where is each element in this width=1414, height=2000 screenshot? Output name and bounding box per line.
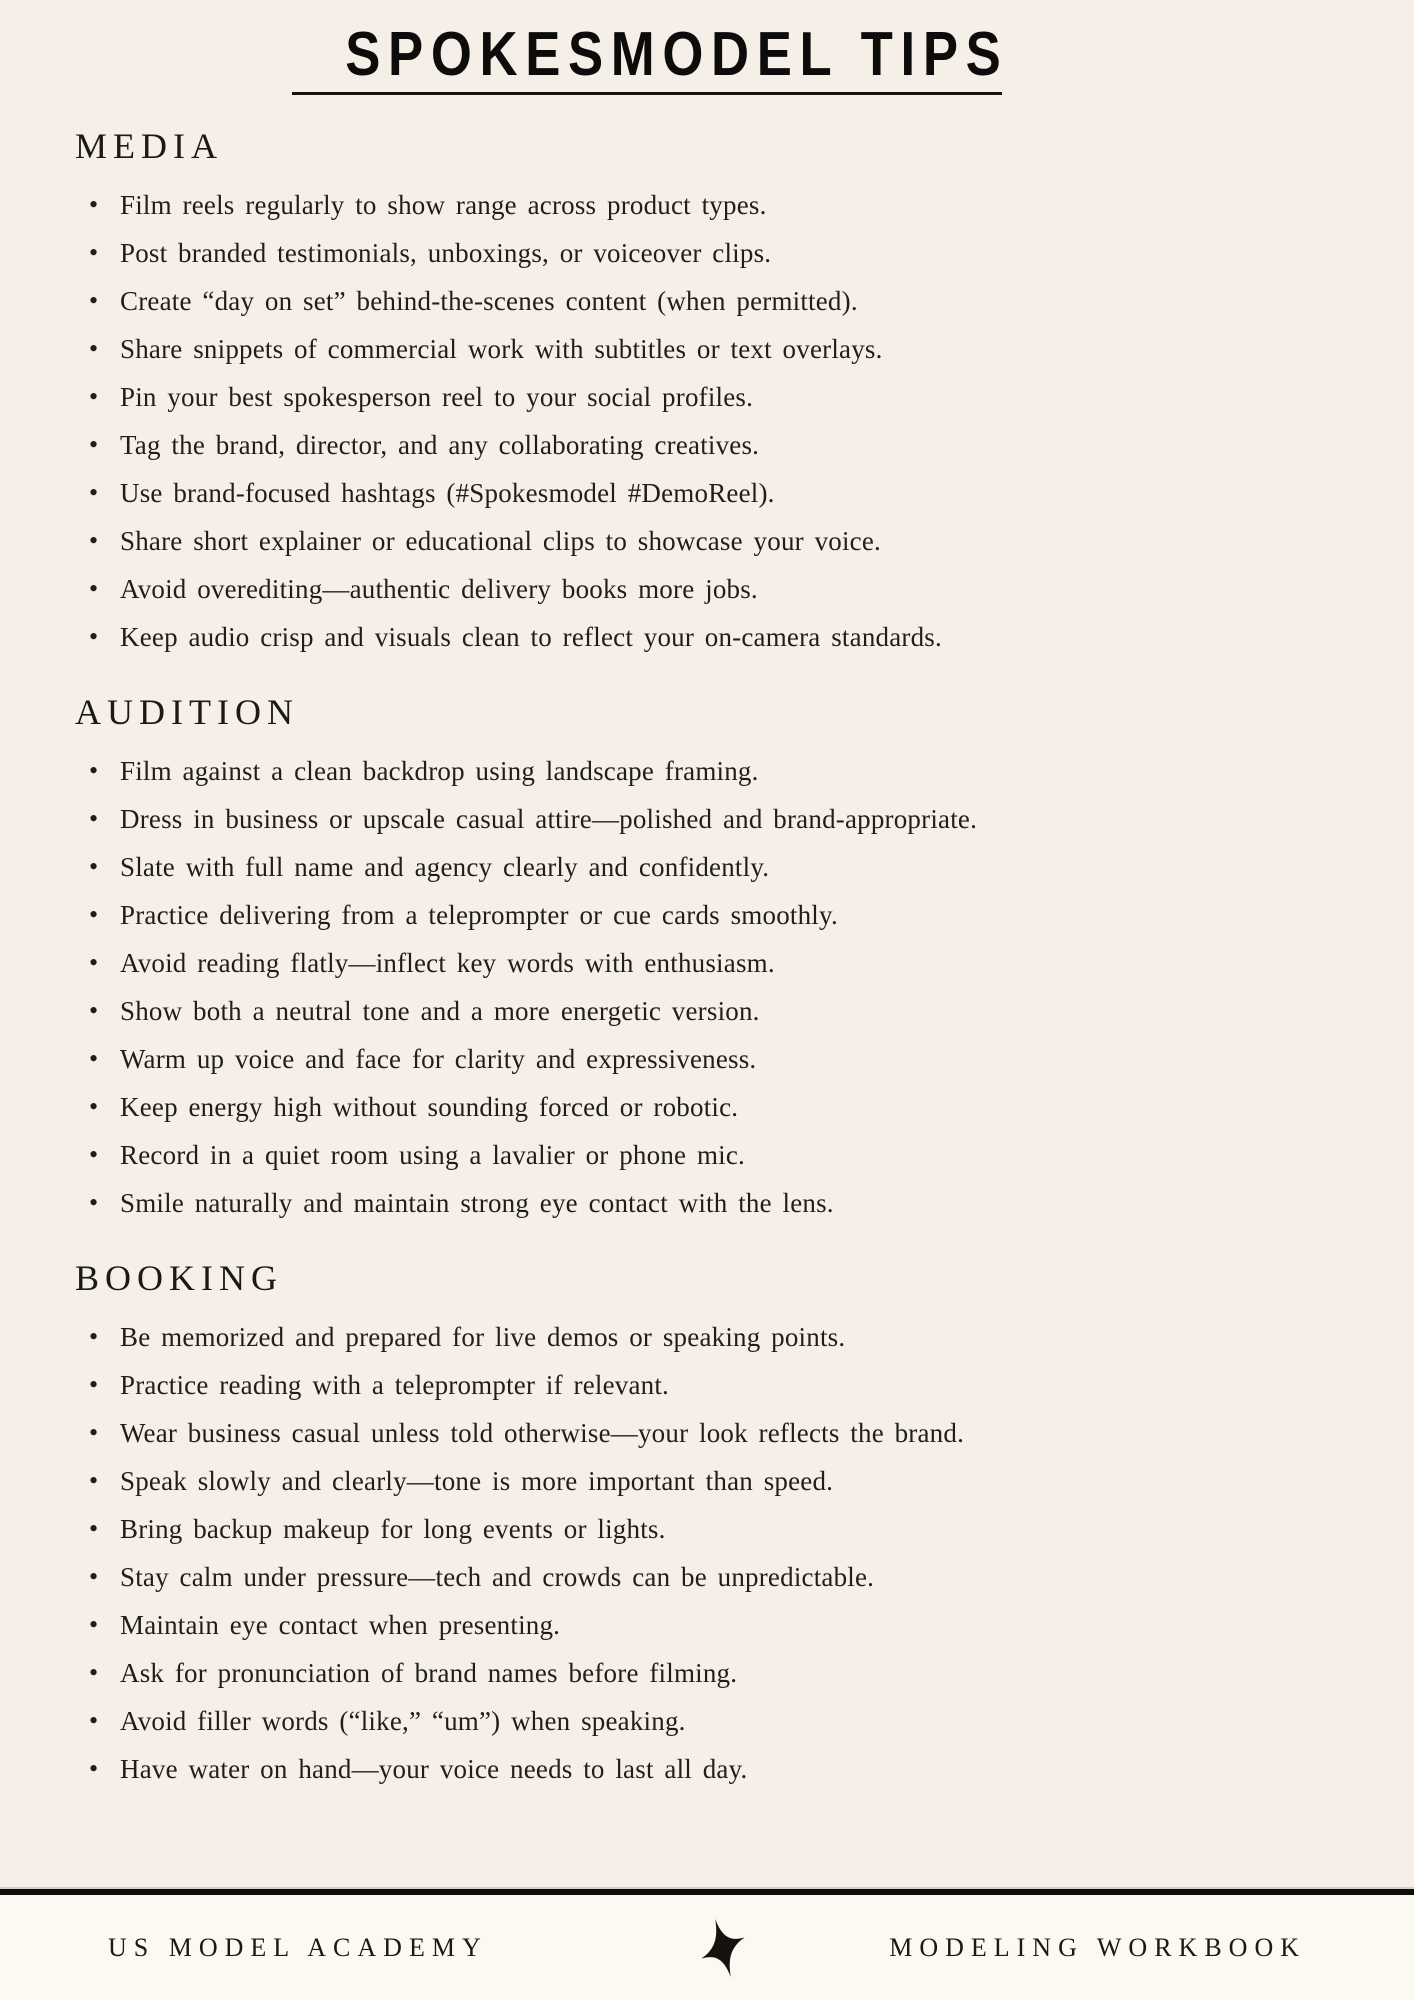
section-audition [75,693,1234,1227]
list-item: • Practice reading with a teleprompter if relevant. [75,1361,1234,1409]
section-heading-booking: BOOKING [75,1258,283,1298]
tips-list-audition [75,747,1234,1227]
section-heading-media: MEDIA [75,126,223,166]
list-item: • Create “day on set” behind-the-scenes content (when permitted). [75,277,1234,325]
list-item: • Speak slowly and clearly—tone is more important than speed. [75,1457,1234,1505]
list-item: • Avoid filler words (“like,” “um”) when speaking. [75,1697,1234,1745]
list-item: • Warm up voice and face for clarity and expressiveness. [75,1035,1234,1083]
page-header [0,20,1414,95]
list-item: • Have water on hand—your voice needs to last all day. [75,1745,1234,1793]
footer-brand-text: US MODEL ACADEMY [108,1932,488,1962]
list-item: • Keep audio crisp and visuals clean to reflect your on-camera standards. [75,613,1234,661]
list-item: • Ask for pronunciation of brand names before filming. [75,1649,1234,1697]
footer-row [0,1895,1414,2000]
list-item: • Pin your best spokesperson reel to your social profiles. [75,373,1234,421]
list-item: • Practice delivering from a teleprompter or cue cards smoothly. [75,891,1234,939]
list-item: • Be memorized and prepared for live demos or speaking points. [75,1313,1234,1361]
list-item: • Wear business casual unless told otherwise—your look reflects the brand. [75,1409,1234,1457]
page-title-block [292,20,1009,95]
list-item: • Maintain eye contact when presenting. [75,1601,1234,1649]
list-item: • Bring backup makeup for long events or lights. [75,1505,1234,1553]
tips-list-booking [75,1313,1234,1793]
tips-list-media [75,181,1234,661]
list-item: • Dress in business or upscale casual attire—polished and brand-appropriate. [75,795,1234,843]
tips-content [0,127,1414,1793]
list-item: • Stay calm under pressure—tech and crowds can be unpredictable. [75,1553,1234,1601]
list-item: • Keep energy high without sounding forced or robotic. [75,1083,1234,1131]
list-item: • Slate with full name and agency clearly and confidently. [75,843,1234,891]
list-item: • Use brand-focused hashtags (#Spokesmodel #DemoReel). [75,469,1234,517]
list-item: • Film against a clean backdrop using landscape framing. [75,747,1234,795]
list-item: • Show both a neutral tone and a more energetic version. [75,987,1234,1035]
footer-workbook-text: MODELING WORKBOOK [889,1932,1306,1962]
section-media [75,127,1234,661]
list-item: • Share short explainer or educational clips to showcase your voice. [75,517,1234,565]
list-item: • Post branded testimonials, unboxings, or voiceover clips. [75,229,1234,277]
list-item: • Record in a quiet room using a lavalier or phone mic. [75,1131,1234,1179]
list-item: • Avoid overediting—authentic delivery books more jobs. [75,565,1234,613]
page-title: SPOKESMODEL TIPS [345,20,1009,89]
list-item: • Film reels regularly to show range across product types. [75,181,1234,229]
list-item: • Smile naturally and maintain strong eye contact with the lens. [75,1179,1234,1227]
four-point-star-icon [700,1917,746,1979]
section-booking [75,1259,1234,1793]
list-item: • Share snippets of commercial work with subtitles or text overlays. [75,325,1234,373]
list-item: • Avoid reading flatly—inflect key words with enthusiasm. [75,939,1234,987]
page-footer [0,1887,1414,2000]
section-heading-audition: AUDITION [75,692,299,732]
list-item: • Tag the brand, director, and any collaborating creatives. [75,421,1234,469]
